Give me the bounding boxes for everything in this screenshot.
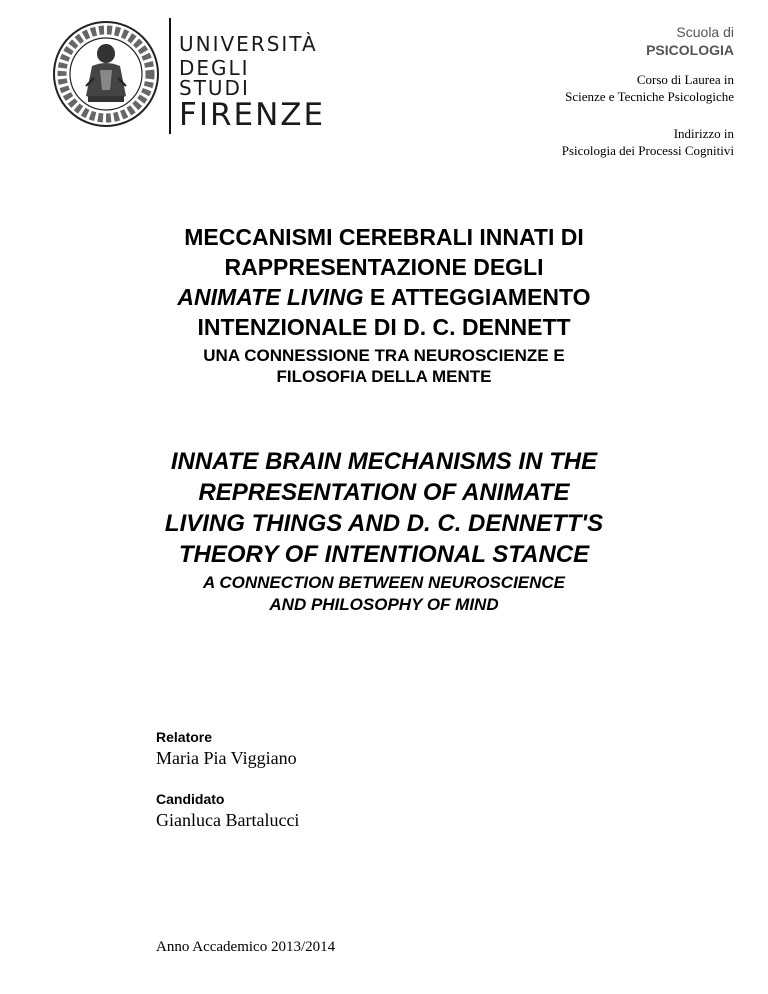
school-line2: PSICOLOGIA bbox=[646, 42, 734, 58]
course-line2: Scienze e Tecniche Psicologiche bbox=[565, 89, 734, 104]
address-line2: Psicologia dei Processi Cognitivi bbox=[561, 143, 734, 158]
university-name bbox=[179, 34, 325, 131]
course-line1: Corso di Laurea in bbox=[636, 72, 734, 87]
italian-title-line3-italic: ANIMATE LIVING bbox=[177, 284, 364, 310]
italian-title bbox=[0, 222, 768, 387]
logo-divider bbox=[169, 18, 171, 134]
candidato-name: Gianluca Bartalucci bbox=[156, 810, 300, 830]
italian-title-line1: MECCANISMI CEREBRALI INNATI DI bbox=[184, 224, 584, 250]
english-subtitle-line1: A CONNECTION BETWEEN NEUROSCIENCE bbox=[202, 573, 566, 592]
academic-year: Anno Accademico 2013/2014 bbox=[156, 939, 336, 955]
university-name-line3: FIRENZE bbox=[179, 97, 326, 133]
italian-main-title bbox=[0, 222, 768, 342]
candidato-label: Candidato bbox=[156, 791, 225, 807]
italian-title-line3-rest: E ATTEGGIAMENTO bbox=[363, 284, 591, 310]
italian-subtitle bbox=[0, 345, 768, 387]
school-line1: Scuola di bbox=[676, 24, 734, 40]
english-title-line1: INNATE BRAIN MECHANISMS IN THE bbox=[170, 448, 598, 475]
english-title-line4: THEORY OF INTENTIONAL STANCE bbox=[178, 541, 590, 568]
english-title bbox=[0, 446, 768, 616]
relatore-name: Maria Pia Viggiano bbox=[156, 748, 297, 768]
course-info bbox=[565, 71, 734, 105]
italian-title-line3 bbox=[0, 282, 768, 312]
relatore-label: Relatore bbox=[156, 729, 213, 745]
english-title-line3: LIVING THINGS AND D. C. DENNETT'S bbox=[164, 510, 604, 537]
school-name bbox=[646, 23, 734, 59]
university-name-line1: UNIVERSITÀ bbox=[179, 32, 318, 56]
university-logo bbox=[48, 14, 326, 142]
university-name-line2: DEGLI STUDI bbox=[179, 56, 250, 100]
english-title-line2: REPRESENTATION OF ANIMATE bbox=[198, 479, 570, 506]
italian-title-line2: RAPPRESENTAZIONE DEGLI bbox=[224, 254, 544, 280]
address-line1: Indirizzo in bbox=[673, 126, 734, 141]
italian-subtitle-line1: UNA CONNESSIONE TRA NEUROSCIENZE E bbox=[203, 346, 565, 365]
english-subtitle-line2: AND PHILOSOPHY OF MIND bbox=[269, 595, 499, 614]
address-info bbox=[562, 125, 734, 159]
english-main-title bbox=[0, 446, 768, 570]
university-seal-icon bbox=[50, 18, 162, 130]
italian-title-line4: INTENZIONALE DI D. C. DENNETT bbox=[197, 314, 571, 340]
english-subtitle bbox=[0, 572, 768, 616]
italian-subtitle-line2: FILOSOFIA DELLA MENTE bbox=[276, 367, 492, 386]
